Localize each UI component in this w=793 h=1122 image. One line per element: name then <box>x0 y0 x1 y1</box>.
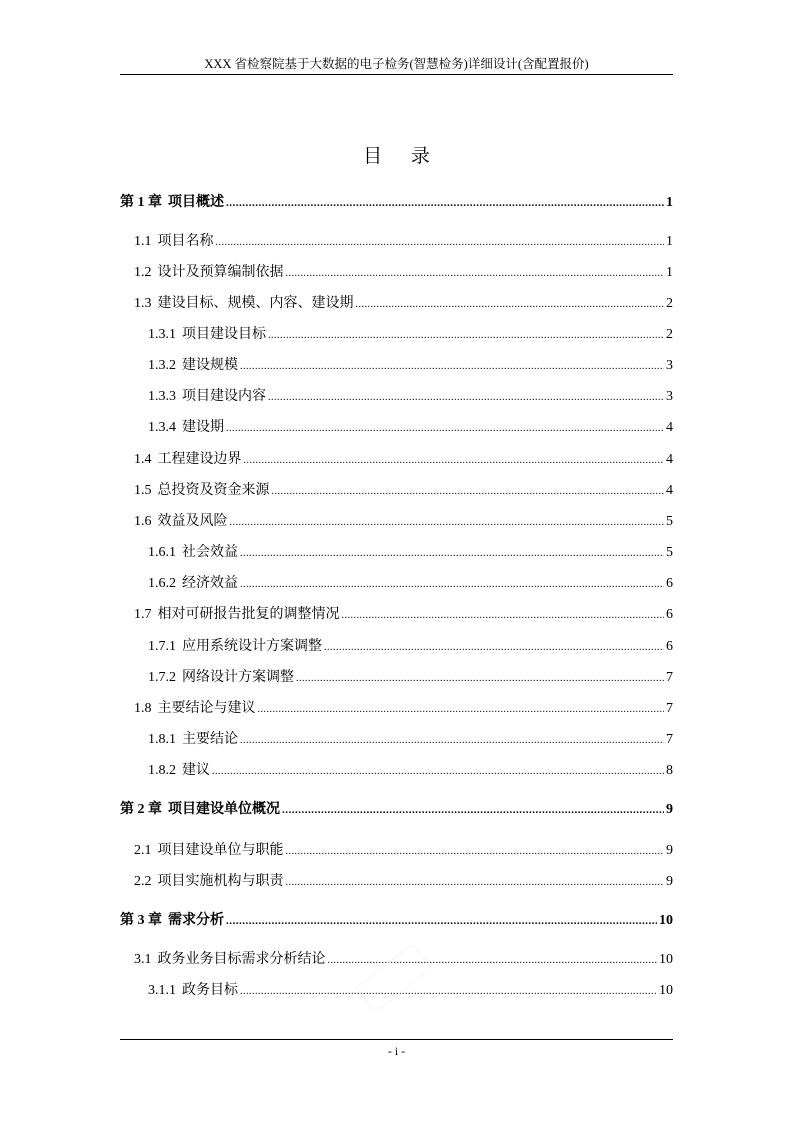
toc-entry-title: 项目建设单位与职能 <box>157 843 284 858</box>
toc-entry-label <box>134 294 354 314</box>
toc-entry[interactable] <box>134 699 673 719</box>
dot-leader <box>240 575 664 595</box>
toc-entry-title: 项目建设内容 <box>182 389 266 404</box>
toc-entry-page: 3 <box>666 389 673 404</box>
toc-entry[interactable] <box>148 387 673 407</box>
dot-leader <box>296 669 664 689</box>
toc-entry-page: 9 <box>666 874 673 889</box>
toc-entry[interactable] <box>134 481 673 501</box>
toc-entry-number: 1.8.2 <box>148 763 176 778</box>
toc-entry-title: 网络设计方案调整 <box>182 670 294 685</box>
dot-leader <box>328 951 658 971</box>
dot-leader <box>240 544 664 564</box>
toc-entry-title: 主要结论与建议 <box>157 701 256 716</box>
toc-entry[interactable] <box>134 450 673 470</box>
dot-leader <box>282 800 664 820</box>
dot-leader <box>226 193 664 213</box>
toc-entry-label <box>134 232 214 252</box>
toc-entry-title: 相对可研报告批复的调整情况 <box>157 607 340 622</box>
toc-entry-title: 项目建设目标 <box>182 327 266 342</box>
toc-entry-label <box>148 668 294 688</box>
toc-entry[interactable] <box>148 637 673 657</box>
toc-entry-label <box>148 543 238 563</box>
dot-leader <box>258 700 665 720</box>
dot-leader <box>272 482 665 502</box>
toc-entry-number: 2.1 <box>134 843 152 858</box>
dot-leader <box>240 731 664 751</box>
toc-entry[interactable] <box>134 512 673 532</box>
toc-entry-label <box>148 761 210 781</box>
toc-entry-page: 5 <box>666 514 673 529</box>
toc-entry[interactable] <box>148 356 673 376</box>
toc-entry-page: 2 <box>666 327 673 342</box>
toc-entry-title: 总投资及资金来源 <box>157 483 270 498</box>
toc-entry-label <box>120 800 280 820</box>
toc-entry-label <box>134 605 340 625</box>
toc-entry[interactable] <box>134 263 673 283</box>
toc-entry-page: 1 <box>666 195 673 210</box>
toc-entry-title: 政务目标 <box>182 983 238 998</box>
toc-entry-label <box>148 325 266 345</box>
toc-entry-title: 建设期 <box>182 420 224 435</box>
toc-entry-number: 1.3 <box>134 296 152 311</box>
toc-entry-page: 1 <box>666 234 673 249</box>
dot-leader <box>286 842 665 862</box>
dot-leader <box>286 873 665 893</box>
toc-entry-page: 10 <box>659 913 673 928</box>
toc-entry-page: 4 <box>666 452 673 467</box>
toc-entry-label <box>134 512 228 532</box>
toc-entry-number: 1.2 <box>134 265 152 280</box>
toc-entry[interactable] <box>148 574 673 594</box>
toc-entry-number: 1.3.1 <box>148 327 176 342</box>
toc-entry[interactable] <box>148 325 673 345</box>
toc-entry-number: 第 2 章 <box>120 802 162 817</box>
toc-entry-page: 6 <box>666 607 673 622</box>
dot-leader <box>226 911 657 931</box>
toc-entry-title: 项目实施机构与职责 <box>157 874 284 889</box>
toc-entry-label <box>148 730 238 750</box>
toc-entry-label <box>148 356 238 376</box>
toc-entry-page: 4 <box>666 483 673 498</box>
toc-entry-title: 政务业务目标需求分析结论 <box>157 952 326 967</box>
toc-entry-number: 第 3 章 <box>120 913 162 928</box>
toc-entry-number: 1.4 <box>134 452 152 467</box>
toc-entry-number: 1.8.1 <box>148 732 176 747</box>
header-rule <box>120 74 673 75</box>
toc-title: 目 录 <box>363 146 442 167</box>
toc-entry-title: 设计及预算编制依据 <box>157 265 284 280</box>
toc-entry-page: 7 <box>666 670 673 685</box>
toc-entry-page: 2 <box>666 296 673 311</box>
toc-entry-page: 9 <box>666 802 673 817</box>
toc-entry-label <box>134 872 284 892</box>
toc-entry[interactable] <box>134 841 673 861</box>
toc-entry-number: 1.6 <box>134 514 152 529</box>
toc-entry-number: 1.3.3 <box>148 389 176 404</box>
toc-entry-number: 1.3.2 <box>148 358 176 373</box>
toc-entry-label <box>134 263 284 283</box>
toc-entry-page: 7 <box>666 732 673 747</box>
toc-entry[interactable] <box>120 911 673 931</box>
toc-entry[interactable] <box>148 761 673 781</box>
dot-leader <box>216 233 665 253</box>
toc-entry-number: 1.1 <box>134 234 152 249</box>
toc-entry-title: 应用系统设计方案调整 <box>182 639 322 654</box>
toc-entry-page: 3 <box>666 358 673 373</box>
dot-leader <box>342 606 665 626</box>
toc-entry-title: 经济效益 <box>182 576 238 591</box>
toc-entry-number: 1.7 <box>134 607 152 622</box>
toc-entry-number: 1.7.1 <box>148 639 176 654</box>
toc-entry-label <box>134 841 284 861</box>
toc-entry-number: 2.2 <box>134 874 152 889</box>
toc-entry-title: 项目名称 <box>157 234 214 249</box>
dot-leader <box>212 762 664 782</box>
toc-entry[interactable] <box>134 294 673 314</box>
toc-entry-label <box>148 981 238 1001</box>
toc-entry-title: 主要结论 <box>182 732 238 747</box>
toc-entry-page: 4 <box>666 420 673 435</box>
toc-entry-label <box>148 418 224 438</box>
toc-entry-page: 5 <box>666 545 673 560</box>
toc-entry-number: 3.1 <box>134 952 152 967</box>
toc-entry-page: 8 <box>666 763 673 778</box>
toc-entry-number: 1.6.2 <box>148 576 176 591</box>
toc-entry-title: 效益及风险 <box>157 514 228 529</box>
toc-entry-page: 10 <box>659 983 673 998</box>
footer-rule <box>120 1039 673 1040</box>
toc-entry[interactable] <box>120 193 673 213</box>
toc-entry-label <box>134 950 326 970</box>
dot-leader <box>240 982 657 1002</box>
toc-entry-label <box>134 450 242 470</box>
toc-entry-label <box>134 699 256 719</box>
toc-entry-title: 建议 <box>182 763 210 778</box>
dot-leader <box>230 513 665 533</box>
page-number: - i - <box>387 1044 406 1058</box>
toc-entry-number: 1.7.2 <box>148 670 176 685</box>
toc-entry-number: 第 1 章 <box>120 195 162 210</box>
toc-entry-number: 1.8 <box>134 701 152 716</box>
toc-entry[interactable] <box>134 872 673 892</box>
toc-entry-page: 10 <box>659 952 673 967</box>
toc-entry-label <box>148 637 322 657</box>
toc-entry-page: 7 <box>666 701 673 716</box>
toc-entry[interactable] <box>148 418 673 438</box>
toc-entry-page: 6 <box>666 576 673 591</box>
toc-entry-label <box>148 387 266 407</box>
toc-entry-number: 1.6.1 <box>148 545 176 560</box>
toc-entry-title: 工程建设边界 <box>157 452 242 467</box>
toc-entry-title: 社会效益 <box>182 545 238 560</box>
dot-leader <box>268 326 664 346</box>
dot-leader <box>268 388 664 408</box>
toc-entry[interactable] <box>148 668 673 688</box>
toc-entry-label <box>120 911 224 931</box>
dot-leader <box>356 295 665 315</box>
toc-entry[interactable] <box>134 232 673 252</box>
dot-leader <box>324 638 664 658</box>
toc-entry-page: 1 <box>666 265 673 280</box>
toc-entry[interactable] <box>134 605 673 625</box>
toc-entry-number: 3.1.1 <box>148 983 176 998</box>
toc-entry-label <box>120 193 224 213</box>
toc-entry-title: 建设规模 <box>182 358 238 373</box>
toc-entry-title: 项目概述 <box>168 195 224 210</box>
toc-entry-page: 6 <box>666 639 673 654</box>
toc-entry-number: 1.5 <box>134 483 152 498</box>
dot-leader <box>286 264 665 284</box>
toc-entry-title: 需求分析 <box>168 913 224 928</box>
toc-entry-number: 1.3.4 <box>148 420 176 435</box>
toc-entry-title: 项目建设单位概况 <box>168 802 280 817</box>
dot-leader <box>240 357 664 377</box>
toc-entry-title: 建设目标、规模、内容、建设期 <box>157 296 354 311</box>
dot-leader <box>244 451 665 471</box>
toc-entry[interactable] <box>148 543 673 563</box>
toc-entry[interactable] <box>148 730 673 750</box>
running-header: XXX 省检察院基于大数据的电子检务(智慧检务)详细设计(含配置报价) <box>204 57 589 71</box>
toc-entry-label <box>148 574 238 594</box>
toc-entry-label <box>134 481 270 501</box>
dot-leader <box>226 419 664 439</box>
toc-entry[interactable] <box>120 800 673 820</box>
toc-entry-page: 9 <box>666 843 673 858</box>
